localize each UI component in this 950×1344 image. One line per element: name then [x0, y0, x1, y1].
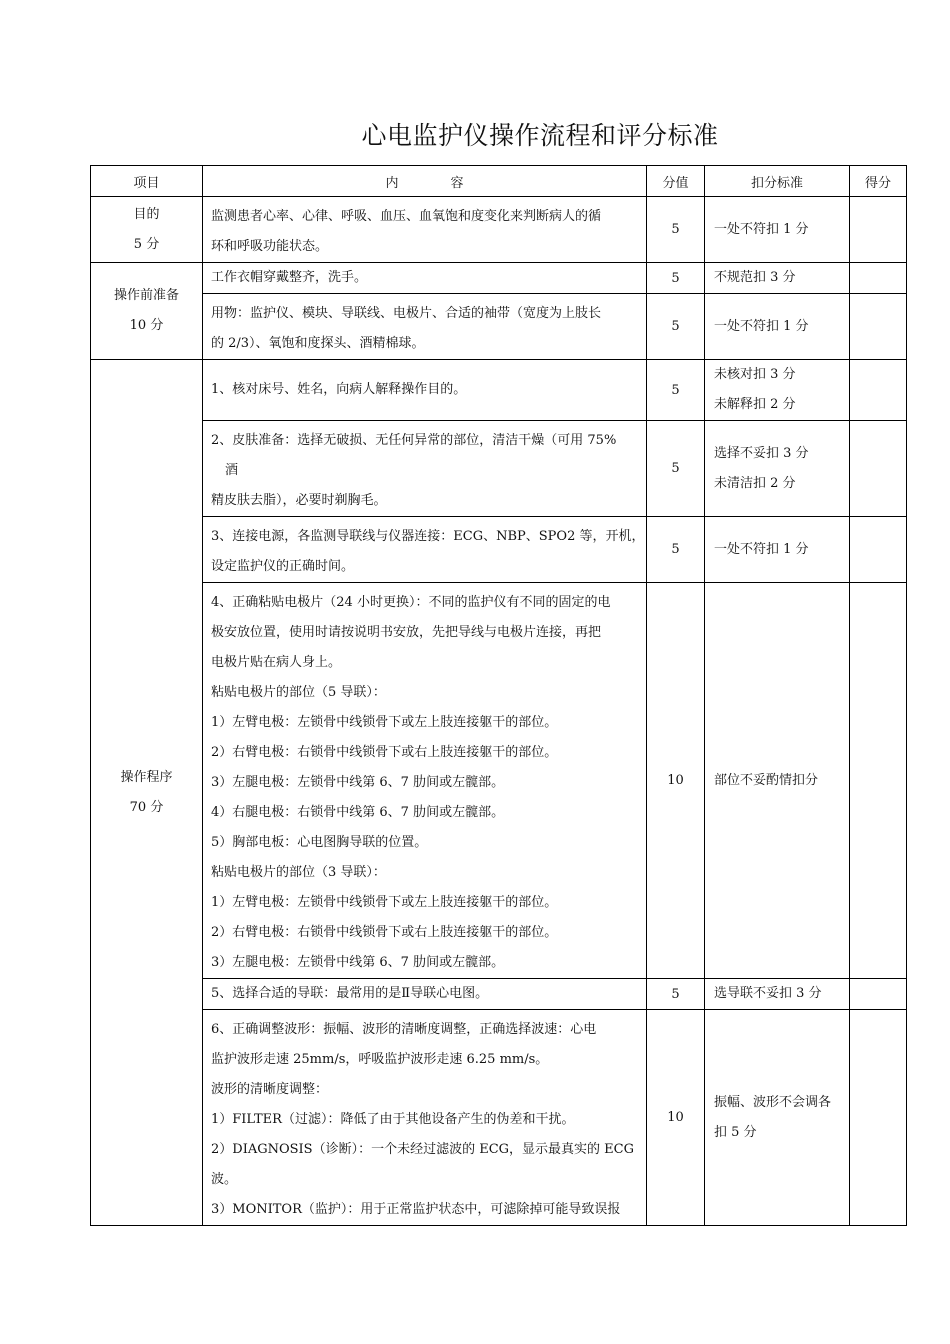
table-row [91, 360, 907, 421]
content-line: 3、连接电源，各监测导联线与仪器连接：ECG、NBP、SPO2 等，开机， [211, 529, 645, 544]
got-cell [850, 197, 907, 263]
criteria-line: 未解释扣 2 分 [714, 397, 796, 412]
header-content: 内 容 [203, 166, 647, 197]
content-line: 监护波形走速 25mm/s，呼吸监护波形走速 6.25 mm/s。 [211, 1052, 549, 1067]
content-line: 2）DIAGNOSIS（诊断）：一个未经过滤波的 ECG，显示最真实的 ECG [211, 1142, 634, 1157]
header-got: 得分 [850, 166, 907, 197]
got-cell [850, 979, 907, 1010]
got-cell [850, 294, 907, 360]
content-cell [203, 1010, 647, 1226]
table-row [91, 517, 907, 583]
content-line: 用物：监护仪、模块、导联线、电极片、合适的袖带（宽度为上肢长 [211, 306, 602, 321]
section-name: 目的 [133, 206, 160, 222]
content-line: 粘贴电极片的部位（3 导联）： [211, 865, 386, 880]
section-purpose [91, 197, 203, 263]
got-cell [850, 360, 907, 421]
got-cell [850, 421, 907, 517]
content-cell [203, 197, 647, 263]
table-row [91, 1010, 907, 1226]
got-cell [850, 583, 907, 979]
content-line: 环和呼吸功能状态。 [211, 239, 329, 254]
content-line: 波。 [211, 1172, 238, 1187]
content-line: 2、皮肤准备：选择无破损、无任何异常的部位，清洁干燥（可用 75% [211, 433, 617, 448]
criteria-line: 振幅、波形不会调各 [714, 1094, 832, 1110]
content-line: 粘贴电极片的部位（5 导联）： [211, 685, 386, 700]
content-line: 工作衣帽穿戴整齐，洗手。 [211, 270, 368, 285]
criteria-cell [705, 360, 850, 421]
table-row [91, 583, 907, 979]
content-cell [203, 294, 647, 360]
score-cell: 5 [647, 979, 705, 1010]
criteria-line: 不规范扣 3 分 [714, 270, 796, 285]
content-cell [203, 263, 647, 294]
header-item: 项目 [91, 166, 203, 197]
section-prep [91, 263, 203, 360]
content-line: 4）右腿电极：右锁骨中线第 6、7 肋间或左髋部。 [211, 805, 505, 820]
header-criteria: 扣分标准 [705, 166, 850, 197]
content-cell [203, 517, 647, 583]
content-line: 设定监护仪的正确时间。 [211, 559, 355, 574]
criteria-line: 部位不妥酌情扣分 [714, 772, 819, 788]
criteria-line: 一处不符扣 1 分 [714, 221, 809, 237]
content-line: 5）胸部电板：心电图胸导联的位置。 [211, 835, 428, 850]
section-name: 操作程序 [120, 769, 173, 785]
section-name: 操作前准备 [113, 288, 179, 303]
section-points: 70 分 [129, 799, 164, 815]
content-line: 1、核对床号、姓名，向病人解释操作目的。 [211, 382, 467, 397]
content-line: 3）MONITOR（监护）：用于正常监护状态中，可滤除掉可能导致误报 [211, 1202, 621, 1217]
score-cell: 5 [647, 517, 705, 583]
criteria-cell [705, 979, 850, 1010]
table-header-row [91, 166, 907, 197]
table-row [91, 197, 907, 263]
content-line: 1）左臂电极：左锁骨中线锁骨下或左上肢连接躯干的部位。 [211, 715, 558, 730]
section-procedure [91, 360, 203, 1226]
table-row [91, 421, 907, 517]
table-row [91, 979, 907, 1010]
criteria-line: 选择不妥扣 3 分 [714, 445, 809, 461]
criteria-cell [705, 421, 850, 517]
criteria-line: 一处不符扣 1 分 [714, 541, 809, 557]
criteria-cell [705, 263, 850, 294]
criteria-cell [705, 583, 850, 979]
got-cell [850, 1010, 907, 1226]
got-cell [850, 263, 907, 294]
table-row [91, 294, 907, 360]
content-line: 3）左腿电极：左锁骨中线第 6、7 肋间或左髋部。 [211, 775, 505, 790]
content-cell [203, 583, 647, 979]
score-cell: 5 [647, 197, 705, 263]
content-line: 6、正确调整波形：振幅、波形的清晰度调整，正确选择波速：心电 [211, 1022, 597, 1037]
content-cell [203, 421, 647, 517]
content-line: 精皮肤去脂），必要时剃胸毛。 [211, 493, 387, 508]
content-line: 1）FILTER（过滤）：降低了由于其他设备产生的伪差和干扰。 [211, 1112, 575, 1127]
criteria-line: 选导联不妥扣 3 分 [714, 986, 822, 1001]
page-title: 心电监护仪操作流程和评分标准 [361, 121, 719, 150]
content-line: 电极片贴在病人身上。 [211, 655, 342, 670]
content-line: 监测患者心率、心律、呼吸、血压、血氧饱和度变化来判断病人的循 [211, 209, 602, 224]
content-line: 4、正确粘贴电极片（24 小时更换）：不同的监护仪有不同的固定的电 [211, 595, 611, 610]
score-cell: 10 [647, 583, 705, 979]
table-row [91, 263, 907, 294]
criteria-line: 未核对扣 3 分 [714, 367, 796, 382]
header-score: 分值 [647, 166, 705, 197]
score-cell: 5 [647, 421, 705, 517]
scoring-table [90, 165, 907, 1226]
content-line: 的 2/3）、氧饱和度探头、酒精棉球。 [211, 336, 425, 351]
criteria-cell [705, 517, 850, 583]
score-cell: 10 [647, 1010, 705, 1226]
criteria-cell [705, 294, 850, 360]
criteria-line: 未清洁扣 2 分 [714, 475, 796, 491]
section-points: 10 分 [129, 318, 164, 333]
criteria-cell [705, 197, 850, 263]
content-line: 3）左腿电极：左锁骨中线第 6、7 肋间或左髋部。 [211, 955, 505, 970]
content-line: 极安放位置，使用时请按说明书安放，先把导线与电极片连接，再把 [211, 625, 602, 640]
section-points: 5 分 [133, 236, 160, 252]
got-cell [850, 517, 907, 583]
score-cell: 5 [647, 360, 705, 421]
content-line: 5、选择合适的导联：最常用的是Ⅱ导联心电图。 [211, 986, 489, 1001]
content-line: 酒 [225, 463, 239, 478]
content-cell [203, 360, 647, 421]
criteria-cell [705, 1010, 850, 1226]
criteria-line: 一处不符扣 1 分 [714, 318, 809, 334]
content-cell [203, 979, 647, 1010]
content-line: 1）左臂电极：左锁骨中线锁骨下或左上肢连接躯干的部位。 [211, 895, 558, 910]
score-cell: 5 [647, 294, 705, 360]
content-line: 2）右臂电极：右锁骨中线锁骨下或右上肢连接躯干的部位。 [211, 925, 558, 940]
content-line: 2）右臂电极：右锁骨中线锁骨下或右上肢连接躯干的部位。 [211, 745, 558, 760]
criteria-line: 扣 5 分 [714, 1124, 757, 1140]
content-line: 波形的清晰度调整： [211, 1082, 329, 1097]
score-cell: 5 [647, 263, 705, 294]
